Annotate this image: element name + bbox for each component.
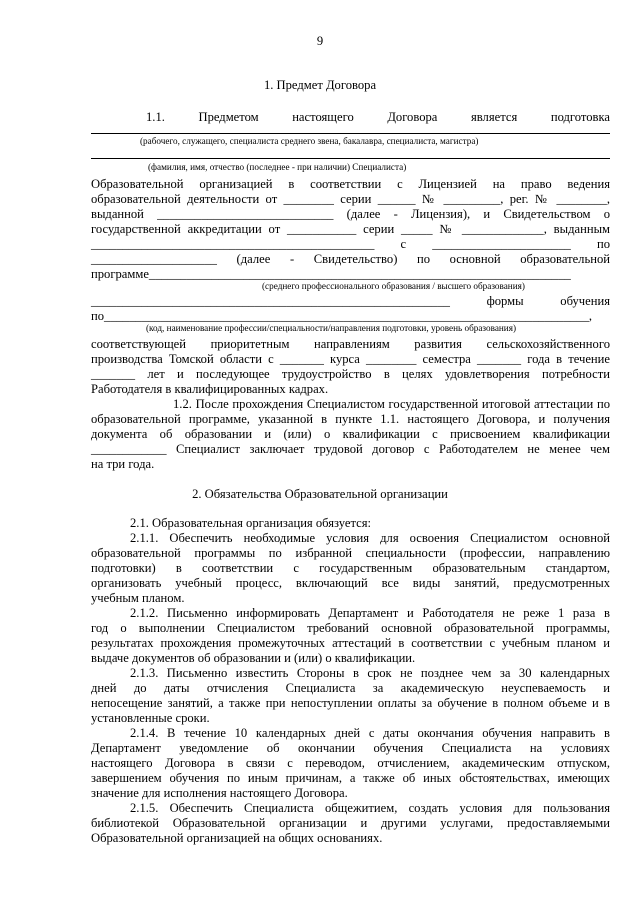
text-line: дней до даты отчисления Специалиста за академическую неуспеваемость и <box>91 681 610 695</box>
text-line: _________________________________________________________ формы обучения <box>91 294 610 308</box>
clause-2-1-line: 2.1. Образовательная организация обязуется: <box>130 516 372 530</box>
section-1-heading: 1. Предмет Договора <box>263 78 377 92</box>
text-line: выданной ____________________________ (далее - Лицензия), и Свидетельством о <box>91 207 610 221</box>
clause-2-1-1-line: 2.1.1. Обеспечить необходимые условия для освоения Специалистом основной <box>130 531 610 545</box>
hint-qualification: (рабочего, служащего, специалиста среднего звена, бакалавра, специалиста, магистра) <box>140 136 479 146</box>
text-line: библиотекой Образовательной организации и другими услугами, предоставляемыми <box>91 816 610 830</box>
text-line: государственной аккредитации от ___________ серии _____ № _____________, выданным <box>91 222 610 236</box>
hint-name: (фамилия, имя, отчество (последнее - при наличии) Специалиста) <box>148 162 407 172</box>
text-line: завершением обучения по иным причинам, а также об иных обстоятельствах, имеющих <box>91 771 610 785</box>
text-line: _______ лет и последующее трудоустройство в целях удовлетворения потребности <box>91 367 610 381</box>
text-line: организовать учебный процесс, включающий все виды занятий, предусмотренных <box>91 576 610 590</box>
text-line: Образовательной организацией на общих основаниях. <box>91 831 383 845</box>
text-line: Департамент уведомление об окончании обучения Специалиста на условиях <box>91 741 610 755</box>
clause-2-1-5-line: 2.1.5. Обеспечить Специалиста общежитием, создать условия для пользования <box>130 801 610 815</box>
text-line: непосещение занятий, а также при непоступлении оплаты за обучение в полном объеме и в <box>91 696 610 710</box>
text-line: по_____________________________________________________________________________, <box>91 309 593 323</box>
blank-rule <box>91 133 610 134</box>
blank-rule <box>91 158 610 159</box>
text-line: соответствующей приоритетным направлениям развития сельскохозяйственного <box>91 337 610 351</box>
text-line: настоящего Договора в связи с переводом, отчислением, академическим отпуском, <box>91 756 610 770</box>
text-line: ____________ Специалист заключает трудовой договор с Работодателем не менее чем <box>91 442 610 456</box>
page-number: 9 <box>316 34 324 48</box>
text-line: ____________________ (далее - Свидетельство) по основной образовательной <box>91 252 610 266</box>
clause-2-1-4-line: 2.1.4. В течение 10 календарных дней с даты окончания обучения направить в <box>130 726 610 740</box>
text-line: Работодателя в квалифицированных кадрах. <box>91 382 329 396</box>
text-line: программе___________________________________________________________________ <box>91 267 571 281</box>
hint-profession-code: (код, наименование профессии/специальности/направления подготовки, уровень образования) <box>146 323 517 333</box>
text-line: на три года. <box>91 457 155 471</box>
text-line: значение для исполнения настоящего Договора. <box>91 786 348 800</box>
clause-2-1-2-line: 2.1.2. Письменно информировать Департамент и Работодателя не реже 1 раза в <box>130 606 610 620</box>
text-line: _____________________________________________ с ______________________ по <box>91 237 610 251</box>
section-2-heading: 2. Обязательства Образовательной организации <box>192 487 448 501</box>
text-line: год о выполнении Специалистом требований основной образовательной программы, <box>91 621 610 635</box>
text-line: подготовки) в соответствии с государственным образовательным стандартом, <box>91 561 610 575</box>
text-line: документа об образовании и (или) о квалификации с присвоением квалификации <box>91 427 610 441</box>
hint-education-level: (среднего профессионального образования / высшего образования) <box>262 281 525 291</box>
text-line: результатах прохождения промежуточных аттестаций в соответствии с учебным планом и <box>91 636 610 650</box>
text-line: образовательной программе, указанной в пункте 1.1. настоящего Договора, и получения <box>91 412 610 426</box>
text-line: образовательной деятельности от ________ серии ______ № _________, рег. № ________, <box>91 192 610 206</box>
clause-1-1-line: 1.1. Предметом настоящего Договора является подготовка <box>146 110 610 124</box>
text-line: учебным планом. <box>91 591 185 605</box>
text-line: образовательной программы по избранной специальности (профессии, направлению <box>91 546 610 560</box>
text-line: установленные сроки. <box>91 711 210 725</box>
clause-2-1-3-line: 2.1.3. Письменно известить Стороны в срок не позднее чем за 30 календарных <box>130 666 610 680</box>
text-line: производства Томской области с _______ курса ________ семестра _______ года в течение <box>91 352 610 366</box>
text-line: Образовательной организацией в соответствии с Лицензией на право ведения <box>91 177 610 191</box>
clause-1-2-line: 1.2. После прохождения Специалистом государственной итоговой аттестации по <box>173 397 610 411</box>
text-line: выдаче документов об образовании и (или) о квалификации. <box>91 651 416 665</box>
